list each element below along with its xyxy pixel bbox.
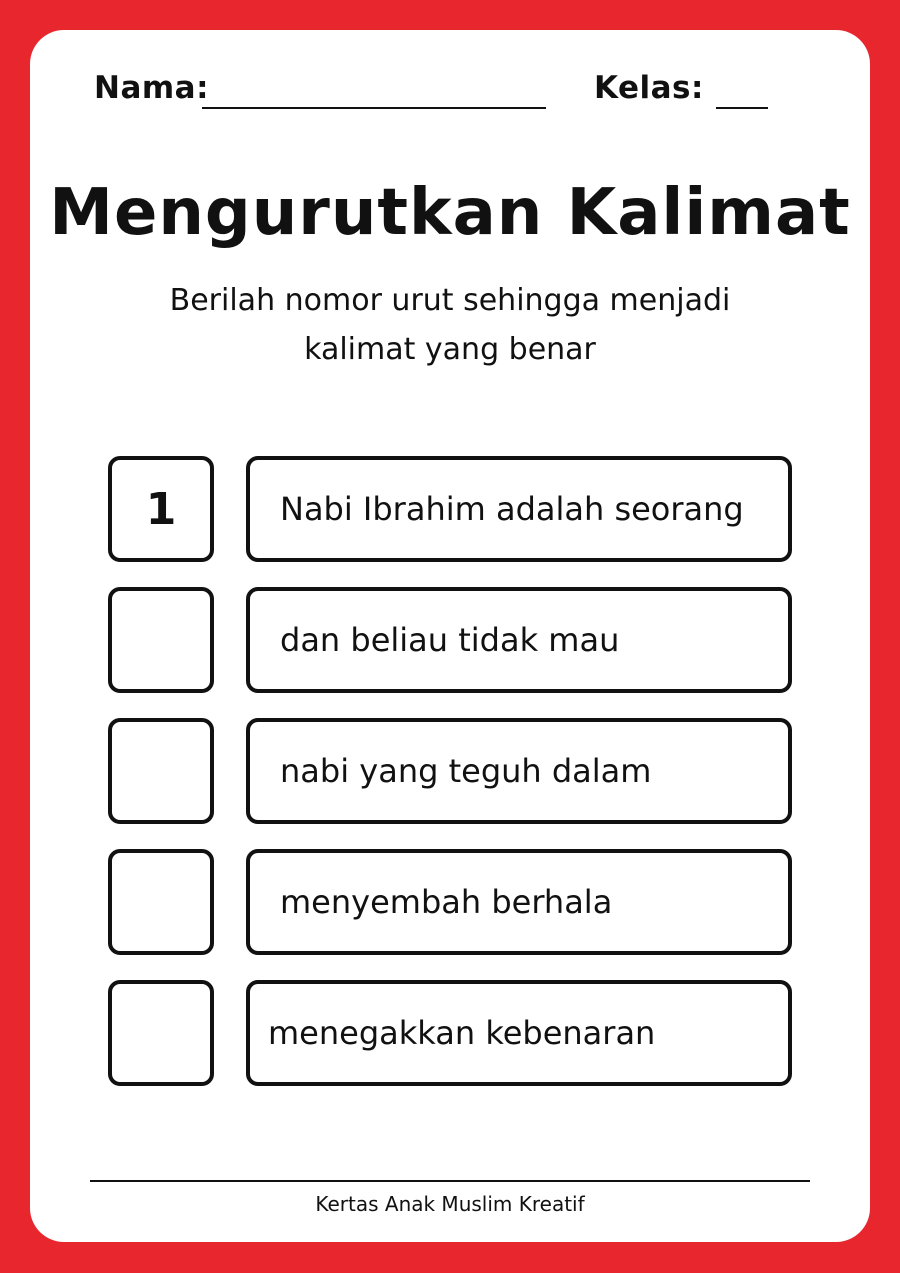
- phrase-box-4: [246, 849, 792, 955]
- phrase-box-1: [246, 456, 792, 562]
- instruction-line-2: kalimat yang benar: [304, 332, 596, 367]
- instruction-line-1: Berilah nomor urut sehingga menjadi: [169, 283, 731, 318]
- student-info-header: [0, 70, 900, 120]
- phrase-box-2: [246, 587, 792, 693]
- class-label: Kelas:: [594, 70, 704, 106]
- phrase-box-5: [246, 980, 792, 1086]
- phrase-text-2: dan beliau tidak mau: [280, 621, 620, 659]
- phrase-text-1: Nabi Ibrahim adalah seorang: [280, 490, 744, 528]
- order-number-box-3[interactable]: [108, 718, 214, 824]
- phrase-box-3: [246, 718, 792, 824]
- phrase-text-5: menegakkan kebenaran: [268, 1014, 656, 1052]
- class-field[interactable]: [716, 107, 768, 109]
- worksheet-title: Mengurutkan Kalimat: [49, 176, 851, 250]
- footer-credit: Kertas Anak Muslim Kreatif: [315, 1192, 585, 1216]
- order-number-box-4[interactable]: [108, 849, 214, 955]
- order-number-box-1[interactable]: 1: [108, 456, 214, 562]
- phrase-text-4: menyembah berhala: [280, 883, 613, 921]
- instruction-text: [100, 276, 800, 374]
- name-label: Nama:: [94, 70, 209, 106]
- order-number-box-2[interactable]: [108, 587, 214, 693]
- order-number-box-5[interactable]: [108, 980, 214, 1086]
- name-field[interactable]: [202, 107, 546, 109]
- phrase-text-3: nabi yang teguh dalam: [280, 752, 652, 790]
- footer-divider: [90, 1180, 810, 1182]
